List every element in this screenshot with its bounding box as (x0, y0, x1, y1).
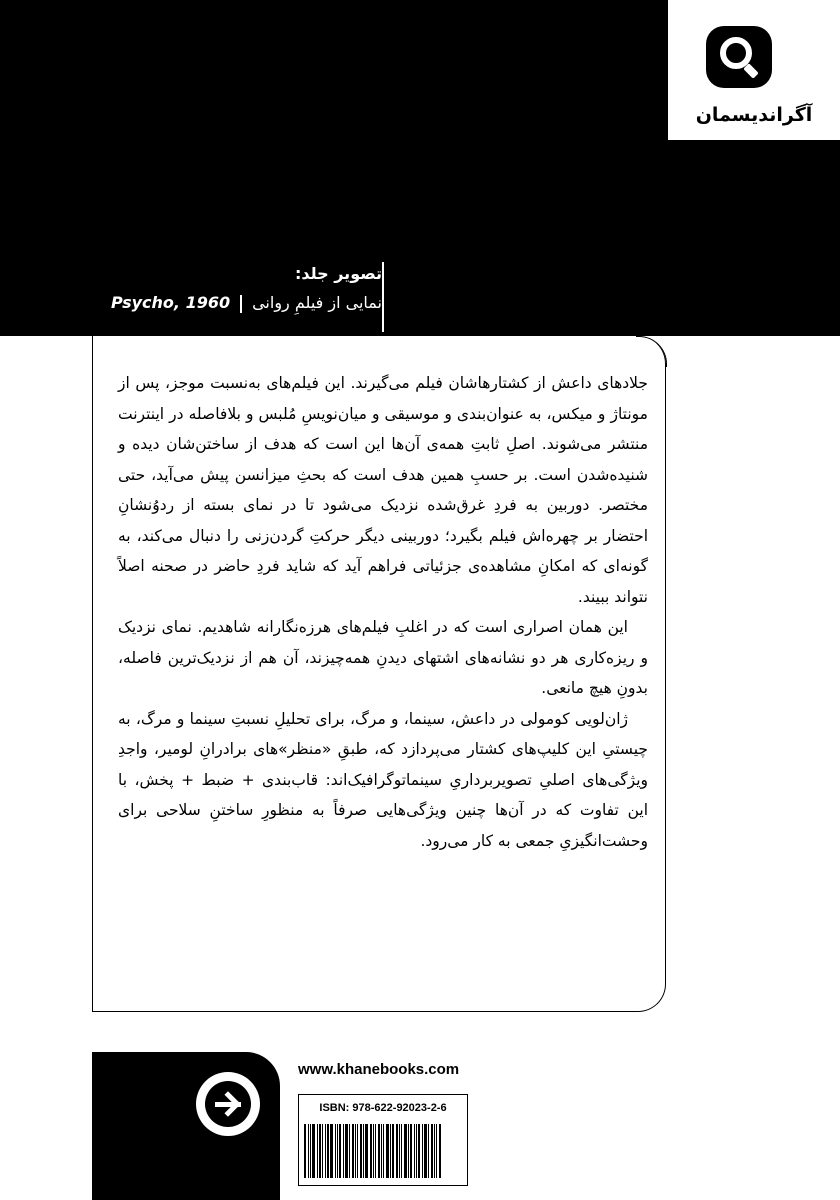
barcode-bar (431, 1124, 433, 1178)
barcode-bar (396, 1124, 398, 1178)
barcode-bar (414, 1124, 415, 1178)
barcode-bar (392, 1124, 394, 1178)
arrow-circle-logo-icon (196, 1072, 260, 1136)
barcode-bar (310, 1124, 311, 1178)
barcode-bar (304, 1124, 306, 1178)
barcode-bar (383, 1124, 384, 1178)
barcode-bar (401, 1124, 402, 1178)
barcode-bar (424, 1124, 427, 1178)
barcode-bar (355, 1124, 356, 1178)
barcode-bar (404, 1124, 407, 1178)
barcode-bar (399, 1124, 400, 1178)
barcode-bar (335, 1124, 336, 1178)
barcode-bar (312, 1124, 315, 1178)
barcode-bar (428, 1124, 429, 1178)
barcode-bar (365, 1124, 368, 1178)
barcode-bar (381, 1124, 382, 1178)
blurb-paragraph-3: ژان‌لویی کومولی در داعش، سینما، و مرگ، برای تحلیلِ نسبتِ سینما و مرگ، به چیستیِ این کلیپ‌های کشتار می‌پردازد که، طبقِ «منظر»های برادرانِ لومیر، واجدِ ویژگی‌های اصلیِ تصویربرداریِ سینماتوگرافیک‌اند: قاب‌بندی + ضبط + پخش، با این تفاوت که در آن‌ها چنین ویژگی‌هایی صرفاً به منظورِ ساختنِ سلاحی برای وحشت‌انگیزیِ جمعی به کار می‌رود. (118, 709, 648, 850)
blurb-paragraph-1: جلادهای داعش از کشتارهاشان فیلم می‌گیرند. این فیلم‌های به‌نسبت موجز، پس از مونتاژ و میکس، به عنوان‌بندی و موسیقی و میان‌نویسِ مُلبس و بلافاصله در اینترنت منتشر می‌شوند. اصلِ ثابتِ همه‌ی آن‌ها این است که هدف از ساختن‌شان دیده و شنیده‌شدن است. بر حسبِ همین هدف است که بحثِ میزانسن پیش می‌آید، حتی مختصر. دوربین به فردِ غرق‌شده نزدیک می‌شود تا در نمای بسته از ردوُنشانِ احتضار بر چهره‌اش فیلم بگیرد؛ دوربینی دیگر حرکتِ گردن‌زنی را دنبال می‌کند، به گونه‌ای که امکانِ مشاهده‌ی جزئیاتی فراهم آید که شاید فردِ حاضر در صحنه اصلاً نتواند ببیند. (118, 374, 648, 606)
cover-caption-label: تصویر جلد: (294, 264, 382, 283)
barcode-bar (390, 1124, 391, 1178)
barcode-bar (416, 1124, 417, 1178)
barcode-bar (363, 1124, 364, 1178)
barcode-icon (304, 1124, 462, 1178)
barcode-bar (337, 1124, 338, 1178)
barcode-bar (339, 1124, 341, 1178)
website-url: www.khanebooks.com (298, 1061, 460, 1078)
barcode-bar (373, 1124, 374, 1178)
caption-separator (240, 295, 242, 313)
isbn-number: ISBN: 978-622-92023-2-6 (319, 1102, 447, 1114)
barcode-bar (408, 1124, 409, 1178)
barcode-bar (378, 1124, 380, 1178)
barcode-bar (345, 1124, 348, 1178)
barcode-bar (434, 1124, 435, 1178)
barcode-bar (349, 1124, 350, 1178)
cover-caption-description: نمایی از فیلمِ روانی (252, 293, 382, 312)
barcode-bar (317, 1124, 318, 1178)
barcode-bar (319, 1124, 321, 1178)
barcode-bar (357, 1124, 358, 1178)
magnifier-logo-icon (706, 26, 772, 88)
barcode-bar (327, 1124, 329, 1178)
barcode-bar (360, 1124, 362, 1178)
barcode-bar (422, 1124, 423, 1178)
barcode-bar (386, 1124, 389, 1178)
barcode-bar (352, 1124, 354, 1178)
barcode-bar (330, 1124, 333, 1178)
barcode-bar (322, 1124, 323, 1178)
barcode-bar (439, 1124, 441, 1178)
publisher-card (92, 1052, 280, 1200)
barcode-bar (343, 1124, 344, 1178)
brand-name: آگراندیسمان (695, 104, 813, 126)
barcode-bar (436, 1124, 437, 1178)
barcode-bar (418, 1124, 420, 1178)
blurb-paragraph-2: این همان اصراری است که در اغلبِ فیلم‌های هرزه‌نگارانه شاهدیم. نمای نزدیک و ریزه‌کاری هر دو نشانه‌های اشتهای دیدنِ همه‌چیزند، آن هم از نزدیک‌ترین فاصله، بدونِ هیچ مانعی. (118, 618, 648, 697)
back-cover-blurb (118, 368, 648, 856)
barcode-bar (325, 1124, 326, 1178)
cover-caption-credit: Psycho, 1960 (110, 293, 231, 312)
barcode-bar (375, 1124, 376, 1178)
barcode-bar (410, 1124, 412, 1178)
cover-caption-line (62, 293, 382, 313)
barcode-bar (308, 1124, 309, 1178)
barcode-bar (370, 1124, 372, 1178)
cover-caption (62, 264, 382, 313)
caption-divider (382, 262, 384, 332)
